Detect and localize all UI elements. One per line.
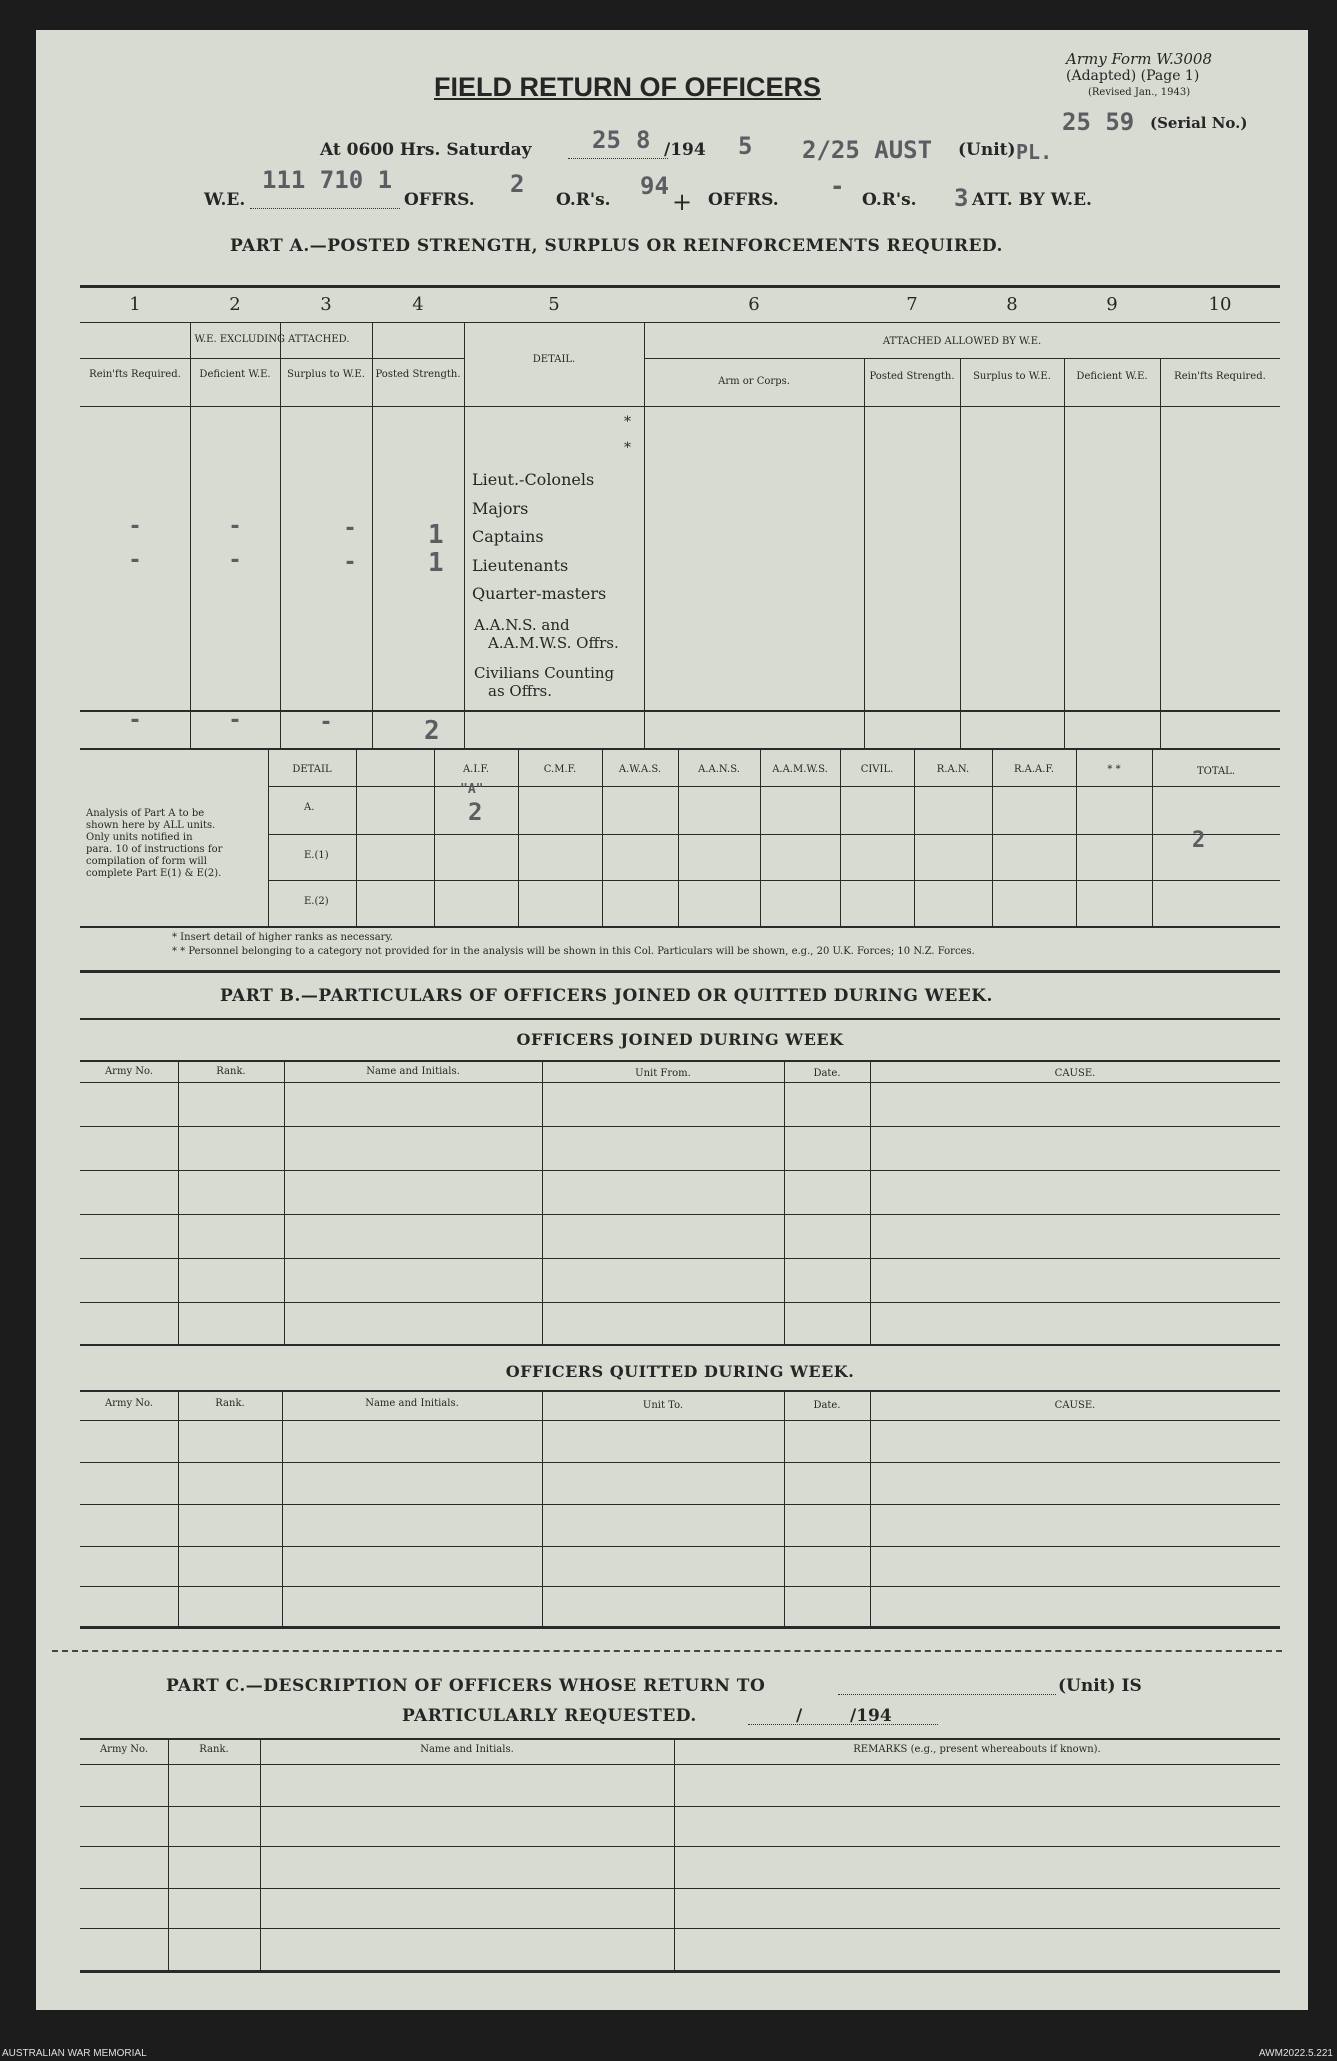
part-c-line2: PARTICULARLY REQUESTED. (402, 1706, 697, 1726)
part-c-header-army-no: Army No. (99, 1744, 149, 1755)
joined-col-1 (178, 1060, 179, 1344)
analysis-header-aamws: A.A.M.W.S. (772, 764, 828, 775)
aif-mark: "A" (460, 782, 484, 797)
part-c-date-slash: / (796, 1706, 803, 1726)
detail-quartermasters: Quarter-masters (472, 584, 607, 603)
att-group-header: ATTACHED ALLOWED BY W.E. (882, 336, 1042, 347)
joined-header-cause: CAUSE. (1054, 1068, 1096, 1079)
quitted-col-3 (542, 1390, 543, 1626)
total-posted: 2 (424, 716, 440, 746)
we-dotted-line (250, 208, 400, 209)
header-att-surplus: Surplus to W.E. (973, 371, 1051, 382)
unit-value: 2/25 AUST (802, 136, 933, 164)
header-posted: Posted Strength. (375, 369, 461, 380)
analysis-row-a: A. (304, 802, 315, 813)
archive-footer (0, 2047, 1337, 2061)
analysis-note-line-3: Only units notified in (86, 832, 193, 843)
analysis-row-e2: E.(2) (304, 896, 329, 907)
detail-lieut-colonels: Lieut.-Colonels (472, 470, 595, 489)
analysis-header-awas: A.W.A.S. (618, 764, 662, 775)
joined-row-rule-4 (80, 1258, 1280, 1259)
quitted-header-unit-to: Unit To. (642, 1400, 684, 1411)
we-group-header: W.E. EXCLUDING ATTACHED. (194, 334, 350, 345)
total-deficient: - (228, 708, 242, 733)
analysis-bottom-rule (80, 926, 1280, 928)
part-c-line1: PART C.—DESCRIPTION OF OFFICERS WHOSE RETURN TO (166, 1676, 766, 1696)
offrs-label: OFFRS. (404, 190, 475, 210)
quitted-header-cause: CAUSE. (1054, 1400, 1096, 1411)
header-deficient: Deficient W.E. (199, 369, 271, 380)
ors-value: 94 (640, 172, 669, 200)
unit-label: (Unit) (958, 140, 1016, 160)
part-c-date-dotted (748, 1724, 938, 1725)
joined-header-rank: Rank. (216, 1066, 246, 1077)
analysis-row-rule-1 (268, 834, 1280, 835)
quitted-header-name: Name and Initials. (365, 1398, 459, 1409)
part-c-header-name: Name and Initials. (420, 1744, 514, 1755)
analysis-col-4 (518, 750, 519, 926)
quitted-row-rule-1 (80, 1462, 1280, 1463)
date-month: 8 (636, 126, 651, 154)
detail-lieutenants: Lieutenants (472, 556, 569, 575)
part-c-col-2 (260, 1738, 261, 1970)
captains-reinfts: - (128, 514, 142, 539)
total-surplus: - (319, 710, 333, 735)
header-reinfts: Rein'fts Required. (89, 369, 181, 380)
part-a-title: PART A.—POSTED STRENGTH, SURPLUS OR REINFORCEMENTS REQUIRED. (230, 236, 1003, 256)
quitted-col-4 (784, 1390, 785, 1626)
serial-value: 25 59 (1062, 108, 1135, 136)
detail-asterisk-2: * (624, 440, 631, 456)
part-c-header-remarks: REMARKS (e.g., present whereabouts if known). (853, 1744, 1101, 1755)
joined-col-5 (870, 1060, 871, 1344)
col-divider-8 (1064, 358, 1065, 748)
analysis-col-10 (992, 750, 993, 926)
analysis-col-11 (1076, 750, 1077, 926)
offrs2-label: OFFRS. (708, 190, 779, 210)
analysis-header-detail: DETAIL (292, 764, 332, 775)
analysis-col-2 (356, 750, 357, 926)
form-ref-line3: (Revised Jan., 1943) (1088, 87, 1191, 98)
col-number-3: 3 (320, 294, 332, 315)
joined-header-top-rule (80, 1060, 1280, 1062)
analysis-header-total: TOTAL. (1196, 766, 1236, 777)
footnote-1: * Insert detail of higher ranks as necessary. (172, 932, 393, 943)
aif-value: 2 (468, 798, 483, 826)
year-prefix: /194 (664, 140, 706, 160)
part-c-date-year: /194 (850, 1706, 892, 1726)
analysis-header-other: * * (1107, 764, 1121, 775)
part-c-col-1 (168, 1738, 169, 1970)
quitted-header-date: Date. (813, 1400, 841, 1411)
part-a-top-rule (80, 285, 1280, 288)
part-b-title-rule (80, 1018, 1280, 1020)
att-label: ATT. BY W.E. (972, 190, 1092, 210)
analysis-header-aans: A.A.N.S. (698, 764, 740, 775)
date-day: 25 (592, 126, 621, 154)
form-ref-line2: (Adapted) (Page 1) (1066, 68, 1200, 84)
part-c-col-3 (674, 1738, 675, 1970)
we-label: W.E. (204, 190, 246, 210)
plus-sign: + (672, 188, 693, 216)
joined-row-rule-3 (80, 1214, 1280, 1215)
analysis-total-value: 2 (1192, 828, 1206, 853)
lieutenants-deficient: - (228, 548, 242, 573)
analysis-note-line-6: complete Part E(1) & E(2). (86, 868, 222, 879)
part-a-number-rule (80, 322, 1280, 323)
detail-civilians: Civilians Counting (474, 664, 615, 682)
analysis-note-line-5: compilation of form will (86, 856, 207, 867)
analysis-header-aif: A.I.F. (462, 764, 490, 775)
part-c-bottom-rule (80, 1970, 1280, 1973)
analysis-note (86, 808, 222, 880)
att-group-rule (644, 358, 1280, 359)
analysis-header-ran: R.A.N. (936, 764, 970, 775)
col-divider-4 (464, 322, 465, 748)
header-att-posted: Posted Strength. (869, 371, 955, 382)
joined-row-rule-5 (80, 1302, 1280, 1303)
captains-surplus: - (343, 516, 357, 541)
col-number-8: 8 (1006, 294, 1018, 315)
col-divider-9 (1160, 358, 1161, 748)
col-number-1: 1 (129, 294, 141, 315)
part-a-bottom-rule (80, 748, 1280, 750)
col-number-7: 7 (906, 294, 918, 315)
analysis-col-1 (268, 750, 269, 926)
header-att-deficient: Deficient W.E. (1076, 371, 1148, 382)
joined-header-rule (80, 1082, 1280, 1083)
col-number-4: 4 (412, 294, 424, 315)
offrs2-value: - (830, 172, 845, 200)
detail-aans: A.A.N.S. and (474, 616, 570, 634)
captains-deficient: - (228, 514, 242, 539)
quitted-header-rule (80, 1420, 1280, 1421)
analysis-col-5 (602, 750, 603, 926)
joined-col-3 (542, 1060, 543, 1344)
analysis-note-line-1: Analysis of Part A to be (86, 808, 205, 819)
quitted-col-1 (178, 1390, 179, 1626)
detail-header: DETAIL. (532, 354, 576, 365)
quitted-row-rule-3 (80, 1546, 1280, 1547)
joined-row-rule-2 (80, 1170, 1280, 1171)
we-value: 111 710 1 (262, 166, 393, 194)
col-number-2: 2 (229, 294, 241, 315)
ors2-value: 3 (954, 184, 969, 212)
detail-asterisk-1: * (624, 414, 631, 430)
analysis-row-e1: E.(1) (304, 850, 329, 861)
quitted-bottom-rule (80, 1626, 1280, 1629)
joined-header-unit-from: Unit From. (635, 1068, 691, 1079)
quitted-header-rank: Rank. (215, 1398, 245, 1409)
footer-accession: AWM2022.5.221 (1258, 2048, 1333, 2059)
detail-majors: Majors (472, 499, 529, 518)
detail-as-offrs: as Offrs. (488, 682, 552, 700)
quitted-title: OFFICERS QUITTED DURING WEEK. (505, 1362, 855, 1381)
header-surplus: Surplus to W.E. (287, 369, 365, 380)
analysis-row-rule-2 (268, 880, 1280, 881)
footnote-2: * * Personnel belonging to a category not provided for in the analysis will be shown in this Col. Particulars will be shown, e.g., 20 U.K. Forces; 10 N.Z. Forces. (172, 946, 975, 957)
form-ref-line1: Army Form W.3008 (1066, 50, 1212, 68)
offrs-value: 2 (510, 170, 525, 198)
header-att-reinfts: Rein'fts Required. (1174, 371, 1266, 382)
joined-col-4 (784, 1060, 785, 1344)
quitted-col-5 (870, 1390, 871, 1626)
tear-off-line (52, 1650, 1282, 1652)
part-c-unit-is: (Unit) IS (1058, 1676, 1142, 1696)
quitted-header-top-rule (80, 1390, 1280, 1392)
analysis-header-raaf: R.A.A.F. (1013, 764, 1055, 775)
quitted-row-rule-2 (80, 1504, 1280, 1505)
col-number-5: 5 (548, 294, 560, 315)
part-b-top-rule (80, 970, 1280, 973)
footer-source: AUSTRALIAN WAR MEMORIAL (2, 2048, 147, 2059)
col-divider-6 (864, 358, 865, 748)
joined-col-2 (284, 1060, 285, 1344)
part-b-title: PART B.—PARTICULARS OF OFFICERS JOINED OR QUITTED DURING WEEK. (220, 986, 993, 1006)
quitted-header-army-no: Army No. (104, 1398, 154, 1409)
year-value: 5 (738, 132, 753, 160)
detail-aamws: A.A.M.W.S. Offrs. (488, 634, 619, 652)
joined-row-rule-1 (80, 1126, 1280, 1127)
analysis-note-line-2: shown here by ALL units. (86, 820, 216, 831)
col-divider-7 (960, 358, 961, 748)
form-title: FIELD RETURN OF OFFICERS (434, 72, 821, 102)
lieutenants-posted: 1 (428, 548, 444, 578)
serial-label: (Serial No.) (1150, 114, 1248, 132)
we-group-rule (80, 358, 464, 359)
analysis-col-8 (840, 750, 841, 926)
date-dotted-line (568, 158, 668, 159)
col-number-10: 10 (1208, 294, 1232, 315)
analysis-header-civil: CIVIL. (860, 764, 894, 775)
header-arm-corps: Arm or Corps. (718, 376, 790, 387)
quitted-col-2 (282, 1390, 283, 1626)
analysis-col-7 (760, 750, 761, 926)
joined-header-name: Name and Initials. (366, 1066, 460, 1077)
total-reinfts: - (128, 708, 142, 733)
part-c-header-rank: Rank. (199, 1744, 229, 1755)
time-label: At 0600 Hrs. Saturday (320, 140, 532, 160)
joined-header-date: Date. (813, 1068, 841, 1079)
part-a-header-rule (80, 406, 1280, 407)
ors2-label: O.R's. (862, 190, 917, 210)
joined-title: OFFICERS JOINED DURING WEEK (516, 1030, 844, 1049)
ors-label: O.R's. (556, 190, 611, 210)
analysis-header-rule (268, 786, 1280, 787)
analysis-col-3 (434, 750, 435, 926)
joined-bottom-rule (80, 1344, 1280, 1346)
analysis-col-6 (678, 750, 679, 926)
lieutenants-reinfts: - (128, 548, 142, 573)
unit-suffix: PL. (1016, 140, 1053, 164)
lieutenants-surplus: - (343, 550, 357, 575)
col-number-6: 6 (748, 294, 760, 315)
captains-posted: 1 (428, 520, 444, 550)
analysis-note-line-4: para. 10 of instructions for (86, 844, 223, 855)
quitted-row-rule-4 (80, 1586, 1280, 1587)
analysis-header-cmf: C.M.F. (543, 764, 577, 775)
joined-header-army-no: Army No. (104, 1066, 154, 1077)
detail-captains: Captains (472, 527, 544, 546)
col-number-9: 9 (1106, 294, 1118, 315)
part-c-unit-dotted (838, 1694, 1056, 1695)
analysis-col-9 (914, 750, 915, 926)
